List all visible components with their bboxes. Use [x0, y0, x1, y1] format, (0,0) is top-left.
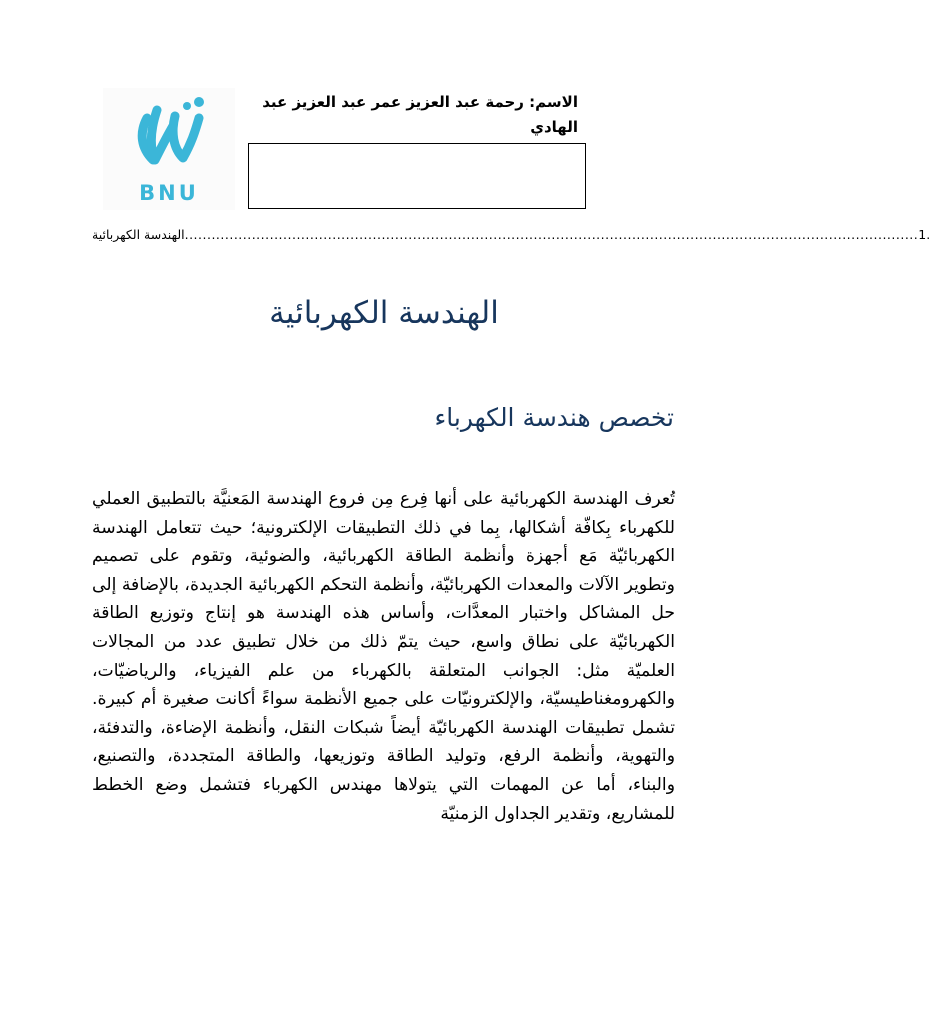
university-logo [103, 88, 235, 210]
document-title: الهندسة الكهربائية [269, 295, 499, 331]
body-paragraph: تُعرف الهندسة الكهربائية على أنها فِرع مِن فروع الهندسة المَعنيَّة بالتطبيق العملي للكهرباء بِكافّة أشكالها، بِما في ذلك التطبيقات الإلكترونية؛ حيث تتعامل الهندسة الكهربائيّة مَع أجهزة وأنظمة الطاقة الكهربائية، والضوئية، وتقوم على تصميم وتطوير الآلات والمعدات الكهربائيّة، وأنظمة التحكم الكهربائية الجديدة، بالإضافة إلى حل المشاكل واختبار المعدَّات، وأساس هذه الهندسة هو إنتاج وتوزيع الطاقة الكهربائيّة على نطاق واسع، حيث يتمّ ذلك من خلال تطبيق عدد من المجالات العلميّة مثل: الجوانب المتعلقة بالكهرباء من علم الفيزياء، والرياضيّات، والكهرومغناطيسيّة، والإلكترونيّات على جميع الأنظمة سواءً أكانت صغيرة أم كبيرة. تشمل تطبيقات الهندسة الكهربائيّة أيضاً شبكات النقل، وأنظمة الإضاءة، والتدفئة، والتهوية، وأنظمة الرفع، وتوليد الطاقة وتوزيعها، والطاقة المتجددة، والتصنيع، والبناء، أما عن المهمات التي يتولاها مهندس الكهرباء فتشمل وضع الخطط للمشاريع، وتقدير الجداول الزمنيّة [92, 489, 675, 824]
signature-box [248, 143, 586, 209]
toc-label: الهندسة الكهربائية [92, 227, 185, 242]
logo-text: BNU [139, 181, 199, 205]
section-heading: تخصص هندسة الكهرباء [434, 403, 674, 432]
toc-number: 1. [918, 227, 930, 242]
toc-entry[interactable] [92, 226, 930, 244]
toc-leader-dots: .................................................................................................................................................................... [184, 227, 919, 242]
student-name: الاسم: رحمة عبد العزيز عمر عبد العزيز عبد الهادي [262, 93, 578, 136]
